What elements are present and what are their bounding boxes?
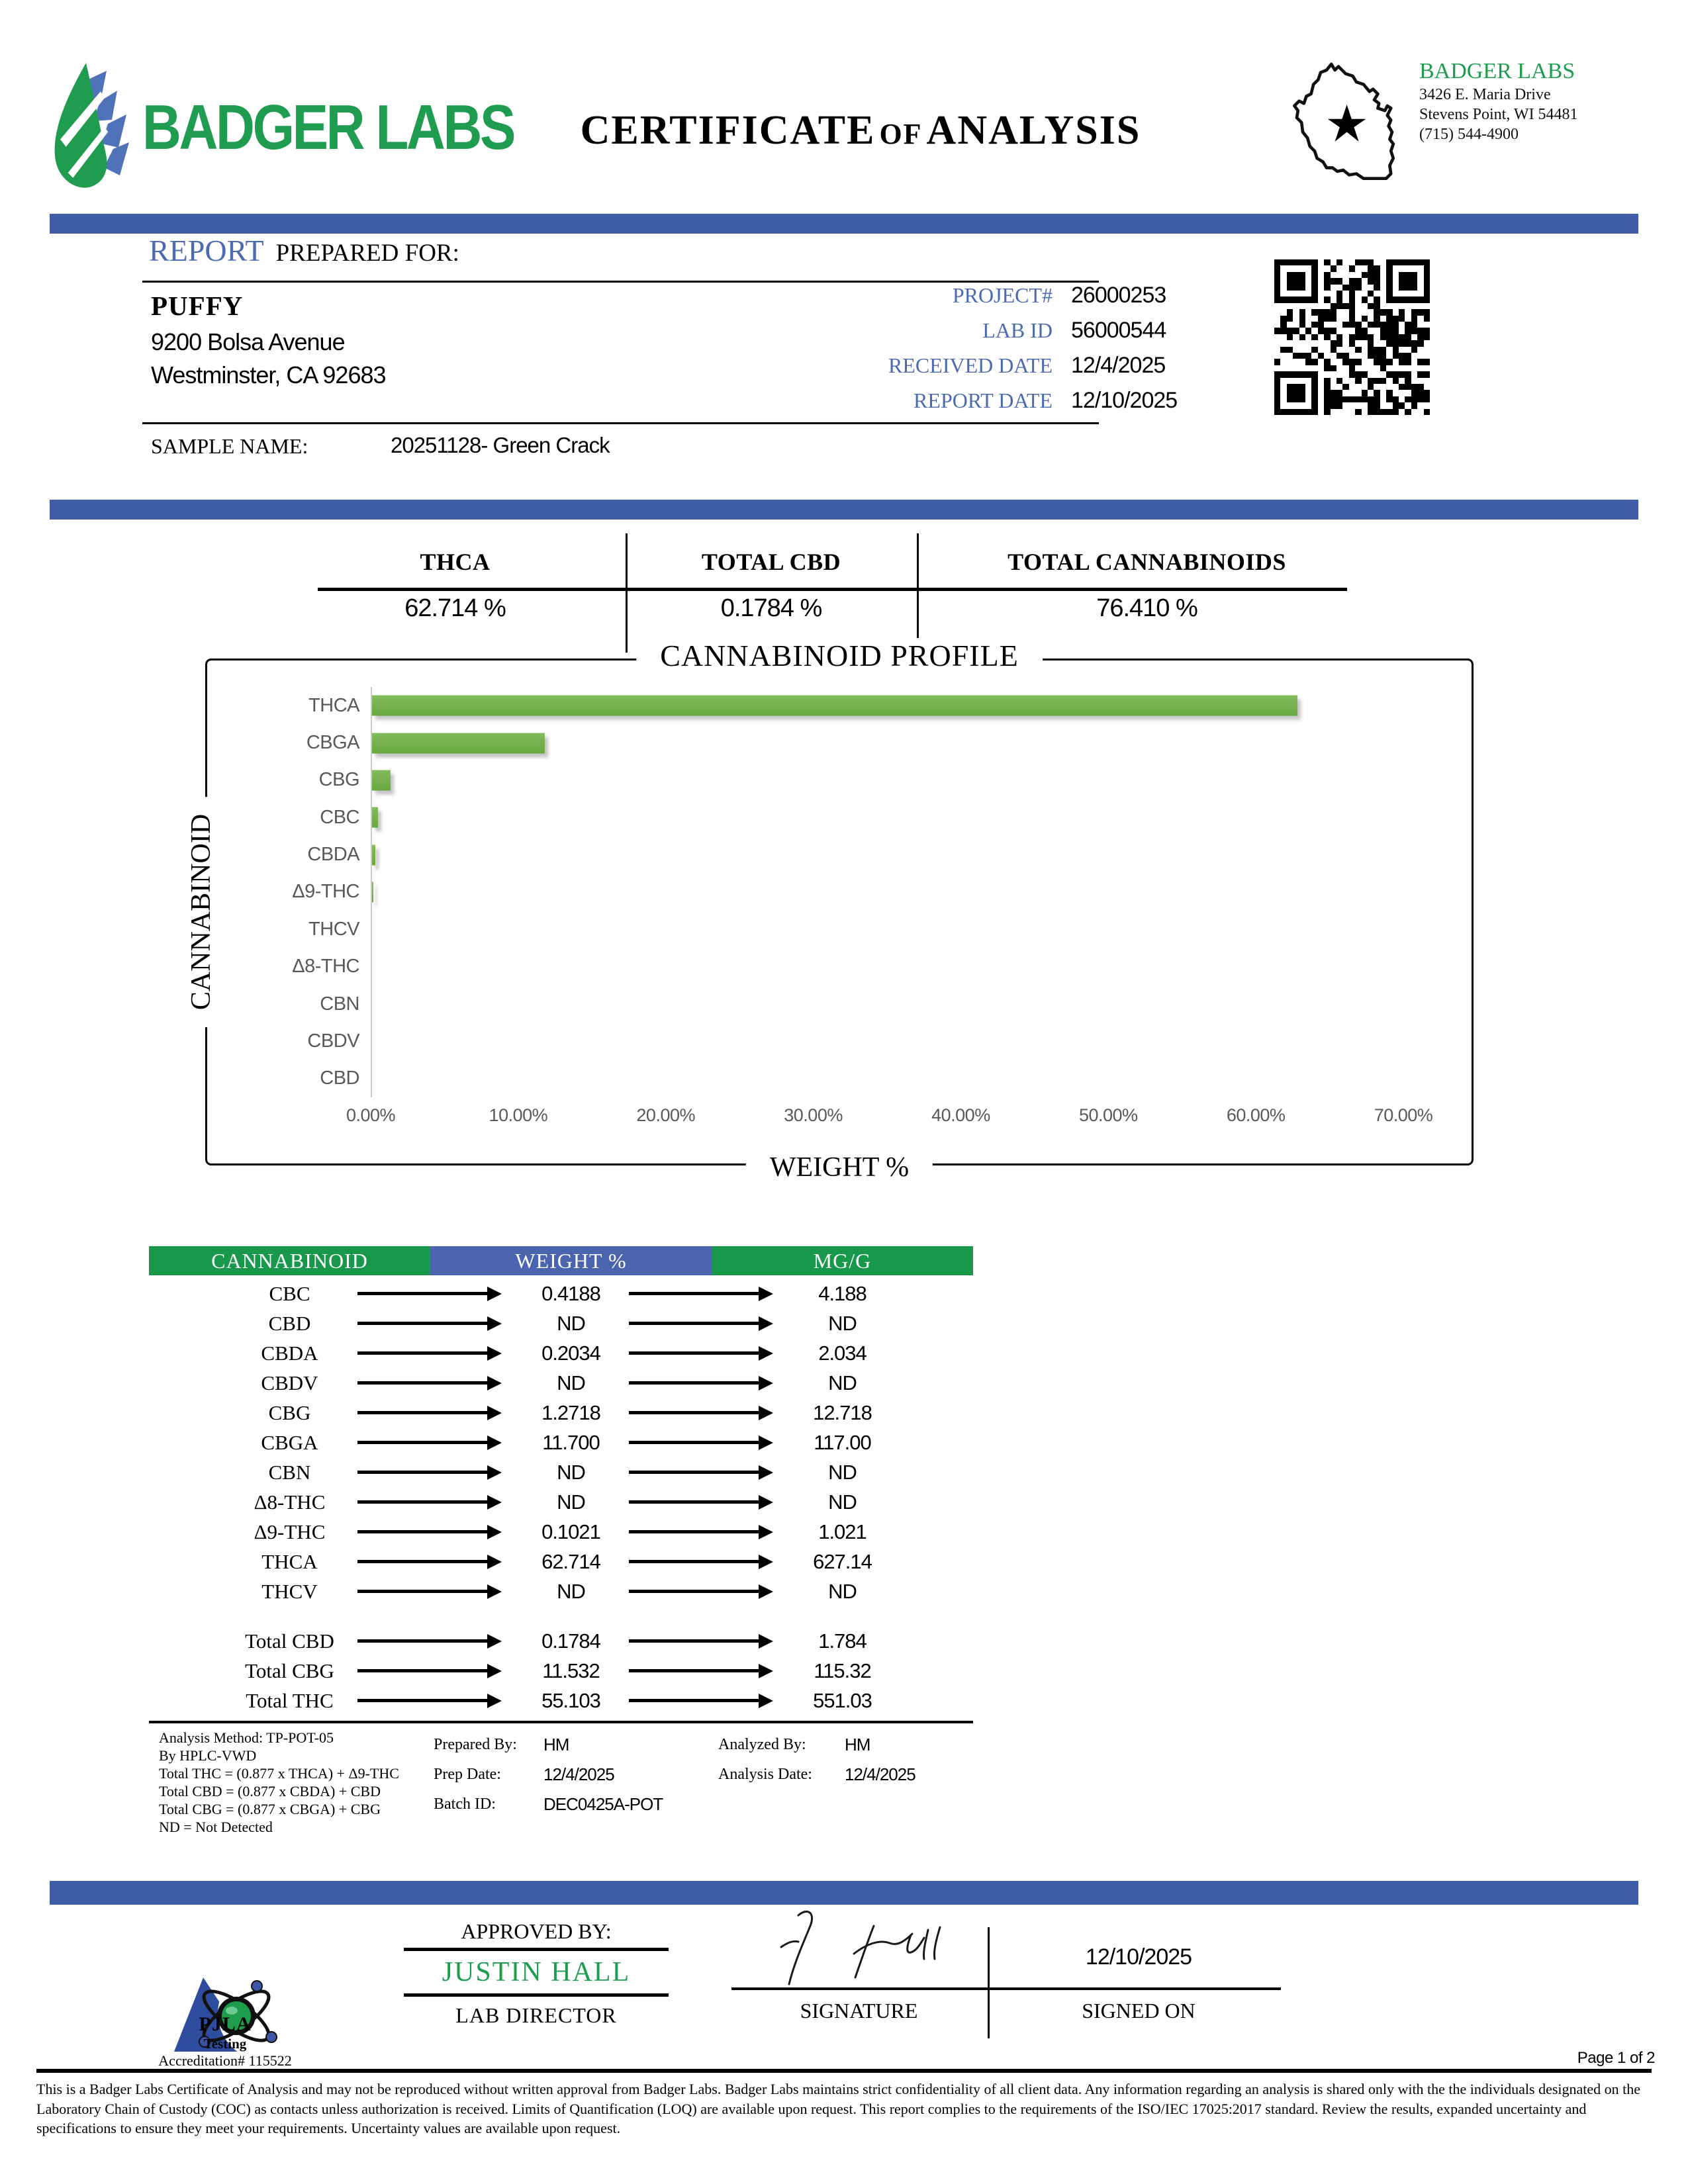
cannabinoid-name: Δ9-THC (254, 1520, 326, 1543)
mg-per-g-value: 2.034 (818, 1342, 867, 1365)
summary-column (626, 529, 917, 655)
cannabinoid-name: Total THC (246, 1689, 334, 1712)
cannabinoid-name: Total CBG (245, 1659, 334, 1682)
chart-x-tick: 30.00% (784, 1105, 843, 1125)
results-table-totals (149, 1626, 973, 1715)
chart-x-axis-label: WEIGHT % (746, 1152, 933, 1183)
weight-percent-value: ND (557, 1312, 585, 1335)
report-field-label: REPORT DATE (914, 388, 1053, 412)
report-field-row (715, 383, 1271, 418)
chart-category-label: CBDV (307, 1030, 359, 1052)
chart-bar (372, 807, 378, 828)
analysis-info-value: 12/4/2025 (845, 1764, 915, 1784)
summary-value: 76.410 % (1096, 594, 1197, 622)
mg-per-g-value: ND (828, 1580, 857, 1603)
chart-category-label: Δ8-THC (292, 956, 359, 978)
results-table-body (149, 1279, 973, 1606)
report-field-label: LAB ID (982, 318, 1053, 342)
table-row (149, 1279, 973, 1308)
signature-rule (731, 1987, 1281, 1990)
leaf-logo-icon (50, 63, 130, 192)
analysis-info-row (718, 1760, 1023, 1790)
chart-bar (372, 696, 1297, 716)
summary-column (285, 529, 626, 655)
table-row (149, 1656, 973, 1686)
chart-y-axis-label: CANNABINOID (185, 797, 217, 1027)
chart-title: CANNABINOID PROFILE (636, 638, 1043, 673)
chart-category-label: CBC (320, 806, 359, 828)
chart-bar (372, 844, 375, 865)
weight-percent-value: 55.103 (541, 1689, 600, 1712)
report-field-label: PROJECT# (952, 283, 1053, 307)
report-field-label: RECEIVED DATE (888, 353, 1053, 377)
disclaimer-text: This is a Badger Labs Certificate of Analysis and may not be reproduced without written approval from Badger Labs. Badger Labs maintains strict confidentiality of all client data. Any information regarding an analysis is shared only with the the individuals designated on the Laboratory Chain of Custody (COC) as contacts unless authorization is received. Limits of Quantification (LOQ) are available upon request. This report complies to the requirements of the ISO/IEC 17025:2017 standard. Review the results, expanded uncertainty and specifications to ensure they meet your requirements. Uncertainty values are available upon request. (36, 2081, 1641, 2136)
chart-bar-row (372, 874, 1405, 911)
chart-x-tick: 70.00% (1374, 1105, 1433, 1125)
chart-x-tick: 20.00% (636, 1105, 695, 1125)
weight-percent-value: 11.532 (542, 1659, 600, 1682)
cannabinoid-name: CBDA (261, 1342, 318, 1365)
chart-bar-row (372, 724, 1405, 761)
client-name: PUFFY (151, 291, 244, 321)
summary-value: 0.1784 % (720, 594, 822, 622)
report-field-value: 12/10/2025 (1071, 388, 1178, 413)
pjla-accreditation: Accreditation# 115522 (158, 2052, 292, 2069)
cannabinoid-name: THCA (261, 1550, 318, 1573)
table-row (149, 1428, 973, 1457)
divider-band-bottom (50, 1881, 1638, 1905)
prep-info-row (434, 1730, 712, 1760)
chart-category-label: CBDA (307, 844, 359, 866)
chart-category-label: CBN (320, 993, 359, 1015)
cannabinoid-name: Δ8-THC (254, 1490, 326, 1514)
chart-bar (372, 733, 545, 753)
method-note-line: By HPLC-VWD (159, 1747, 257, 1764)
chart-x-tick: 60.00% (1226, 1105, 1286, 1125)
table-row (149, 1487, 973, 1517)
analysis-info-value: HM (845, 1735, 870, 1754)
page-number: Page 1 of 2 (1577, 2049, 1655, 2067)
chart-category-label: THCA (308, 694, 359, 716)
cannabinoid-profile-chart (186, 639, 1474, 1183)
chart-bar (372, 770, 391, 790)
lab-address-line2: Stevens Point, WI 54481 (1419, 106, 1578, 123)
method-note-line: Analysis Method: TP-POT-05 (159, 1729, 334, 1746)
signature-image (755, 1906, 980, 1995)
qr-code (1274, 259, 1430, 415)
table-row (149, 1547, 973, 1576)
chart-category-label: CBG (318, 769, 359, 791)
chart-bar-row (372, 762, 1405, 799)
chart-category-labels (207, 687, 359, 1097)
signed-on-date: 12/10/2025 (1085, 1944, 1192, 1970)
footer-rule (36, 2069, 1652, 2073)
prep-info-row (434, 1760, 712, 1790)
lab-phone: (715) 544-4900 (1419, 126, 1519, 143)
pjla-name: PJLA (199, 2013, 252, 2035)
weight-percent-value: ND (557, 1461, 585, 1484)
wisconsin-map-icon (1291, 58, 1410, 197)
report-field-value: 26000253 (1071, 283, 1166, 308)
summary-label: TOTAL CANNABINOIDS (1008, 549, 1286, 575)
method-note-line: Total CBG = (0.877 x CBGA) + CBG (159, 1801, 381, 1817)
chart-plot-area (371, 687, 1405, 1097)
method-note-line: Total THC = (0.877 x THCA) + Δ9-THC (159, 1765, 399, 1782)
method-note-line: Total CBD = (0.877 x CBDA) + CBD (159, 1783, 381, 1799)
prep-info-label: Prep Date: (434, 1766, 501, 1783)
prep-info-label: Prepared By: (434, 1736, 517, 1753)
mg-per-g-value: 12.718 (813, 1401, 872, 1424)
table-row (149, 1308, 973, 1338)
analysis-info-row (718, 1730, 1023, 1760)
chart-x-tick: 40.00% (931, 1105, 990, 1125)
chart-x-ticks (346, 1105, 1433, 1132)
table-row (149, 1338, 973, 1368)
chart-bar (372, 882, 373, 902)
mg-per-g-value: ND (828, 1312, 857, 1335)
approved-rule-bottom (404, 1993, 669, 1997)
results-table-header (149, 1246, 973, 1275)
table-row (149, 1398, 973, 1428)
prep-info-value: HM (543, 1735, 569, 1754)
mg-per-g-value: ND (828, 1461, 857, 1484)
approved-rule-top (404, 1948, 669, 1951)
cannabinoid-name: CBN (268, 1461, 311, 1484)
cannabinoid-name: Total CBD (245, 1629, 334, 1653)
report-field-value: 12/4/2025 (1071, 353, 1166, 378)
chart-category-label: THCV (308, 918, 359, 940)
prep-info-label: Batch ID: (434, 1796, 496, 1813)
chart-x-tick: 50.00% (1078, 1105, 1138, 1125)
report-prepared-for: REPORT PREPARED FOR: (149, 234, 459, 267)
report-field-row (715, 348, 1271, 383)
cannabinoid-name: CBGA (261, 1431, 318, 1454)
weight-percent-value: ND (557, 1580, 585, 1603)
lab-address-line1: 3426 E. Maria Drive (1419, 86, 1551, 103)
summary-column (917, 529, 1377, 655)
prep-info-value: 12/4/2025 (543, 1764, 614, 1784)
signed-on-label: SIGNED ON (1082, 1999, 1196, 2023)
chart-bar-row (372, 985, 1405, 1023)
signature-date-divider (988, 1927, 990, 2038)
mg-per-g-value: 1.784 (818, 1629, 867, 1653)
lab-name: BADGER LABS (1419, 59, 1575, 83)
weight-percent-value: 1.2718 (541, 1401, 600, 1424)
chart-category-label: CBD (320, 1068, 359, 1089)
sample-name-label: SAMPLE NAME: (151, 434, 308, 458)
weight-percent-value: 62.714 (541, 1550, 600, 1573)
cannabinoid-name: CBG (268, 1401, 311, 1424)
client-address-line1: 9200 Bolsa Avenue (151, 328, 345, 355)
approved-by-label: APPROVED BY: (461, 1919, 612, 1943)
chart-bar-row (372, 948, 1405, 985)
chart-x-tick: 0.00% (346, 1105, 396, 1125)
prep-info-value: DEC0425A-POT (543, 1794, 663, 1814)
summary-value: 62.714 % (404, 594, 506, 622)
divider-band-summary (50, 500, 1638, 520)
table-row (149, 1457, 973, 1487)
weight-percent-value: 0.1021 (541, 1520, 600, 1543)
prep-info (434, 1730, 712, 1819)
chart-bar-row (372, 687, 1405, 724)
chart-x-tick: 10.00% (489, 1105, 548, 1125)
mg-per-g-value: 117.00 (814, 1431, 871, 1454)
pjla-text-block (116, 2013, 334, 2070)
chart-bar-row (372, 836, 1405, 873)
summary-table (285, 529, 1377, 655)
chart-bar-row (372, 1060, 1405, 1097)
approver-name: JUSTIN HALL (442, 1957, 631, 1987)
analysis-info-label: Analysis Date: (718, 1766, 812, 1783)
cannabinoid-name: CBC (269, 1282, 310, 1305)
table-row (149, 1576, 973, 1606)
signature-label: SIGNATURE (800, 1999, 918, 2023)
results-header-cell: WEIGHT % (430, 1246, 712, 1275)
report-field-row (715, 313, 1271, 348)
summary-label: THCA (420, 549, 491, 575)
summary-label: TOTAL CBD (701, 549, 841, 575)
approver-title: LAB DIRECTOR (455, 2003, 617, 2027)
pjla-sub: Testing (203, 2036, 247, 2052)
mg-per-g-value: ND (828, 1371, 857, 1394)
weight-percent-value: 0.2034 (541, 1342, 600, 1365)
lab-info-block (1291, 58, 1578, 197)
client-address-line2: Westminster, CA 92683 (151, 361, 386, 388)
sample-name-value: 20251128- Green Crack (391, 433, 610, 457)
chart-category-label: CBGA (306, 732, 359, 754)
results-header-cell: CANNABINOID (149, 1246, 430, 1275)
analysis-info-label: Analyzed By: (718, 1736, 806, 1753)
method-notes (159, 1729, 444, 1836)
weight-percent-value: ND (557, 1371, 585, 1394)
mg-per-g-value: 627.14 (813, 1550, 872, 1573)
cannabinoid-name: CBD (268, 1312, 311, 1335)
table-row (149, 1626, 973, 1656)
results-header-cell: MG/G (712, 1246, 973, 1275)
report-fields (715, 278, 1271, 418)
approved-by-block (404, 1919, 669, 2028)
analysis-info (718, 1730, 1023, 1790)
report-field-row (715, 278, 1271, 313)
mg-per-g-value: ND (828, 1490, 857, 1514)
weight-percent-value: 0.4188 (541, 1282, 600, 1305)
prep-info-row (434, 1790, 712, 1819)
table-row (149, 1686, 973, 1715)
report-field-value: 56000544 (1071, 318, 1166, 343)
mg-per-g-value: 551.03 (813, 1689, 872, 1712)
table-row (149, 1368, 973, 1398)
chart-category-label: Δ9-THC (292, 881, 359, 903)
table-row (149, 1517, 973, 1547)
mg-per-g-value: 4.188 (818, 1282, 867, 1305)
sample-divider-line (142, 422, 1099, 424)
chart-bar-row (372, 799, 1405, 836)
table-bottom-rule (149, 1721, 973, 1723)
weight-percent-value: ND (557, 1490, 585, 1514)
cannabinoid-name: CBDV (261, 1371, 318, 1394)
chart-bar-row (372, 911, 1405, 948)
divider-band-top (50, 214, 1638, 234)
page-title: CERTIFICATE OF ANALYSIS (580, 108, 1141, 153)
logo-wordmark: BADGER LABS (142, 91, 514, 163)
chart-bar-row (372, 1023, 1405, 1060)
weight-percent-value: 11.700 (542, 1431, 600, 1454)
mg-per-g-value: 1.021 (818, 1520, 867, 1543)
mg-per-g-value: 115.32 (814, 1659, 871, 1682)
method-note-line: ND = Not Detected (159, 1819, 273, 1835)
cannabinoid-name: THCV (261, 1580, 318, 1603)
weight-percent-value: 0.1784 (541, 1629, 600, 1653)
